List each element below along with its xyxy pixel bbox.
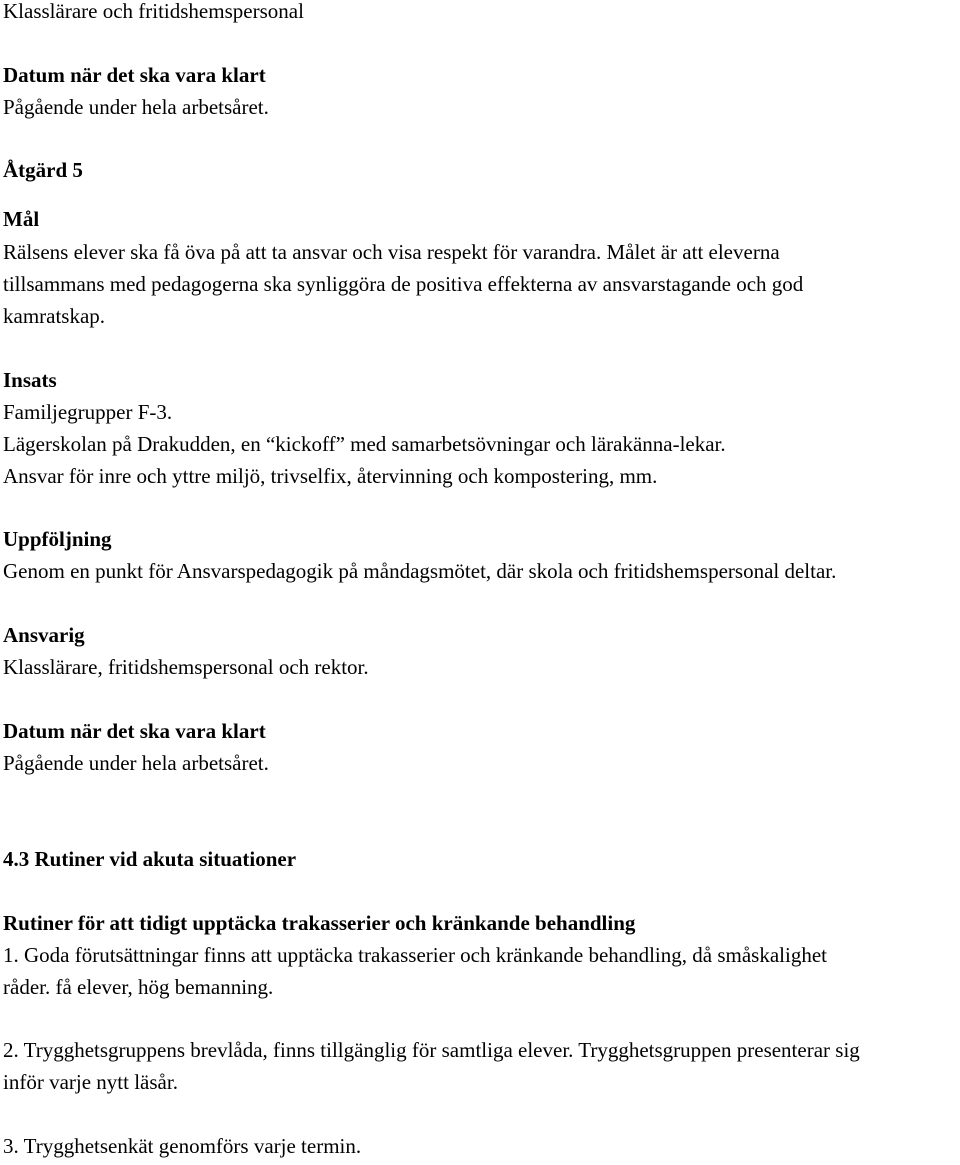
action-heading: Åtgärd 5 [3, 158, 83, 182]
deadline-heading: Datum när det ska vara klart [3, 719, 266, 743]
goal-text-line-1: Rälsens elever ska få öva på att ta ansvar och visa respekt för varandra. Målet är att eleverna [3, 240, 780, 264]
goal-text-line-3: kamratskap. [3, 304, 106, 328]
followup-heading: Uppföljning [3, 527, 112, 551]
routine-item-2-line-2: inför varje nytt läsår. [3, 1070, 178, 1094]
deadline-text-prev: Pågående under hela arbetsåret. [3, 95, 269, 119]
goal-heading: Mål [3, 207, 40, 231]
goal-text-line-2: tillsammans med pedagogerna ska synliggöra de positiva effekterna av ansvarstagande och god [3, 272, 804, 296]
effort-heading: Insats [3, 368, 57, 392]
followup-text: Genom en punkt för Ansvarspedagogik på måndagsmötet, där skola och fritidshemspersonal deltar. [3, 559, 837, 583]
routines-heading: Rutiner för att tidigt upptäcka trakasserier och kränkande behandling [3, 911, 636, 935]
effort-item-2: Lägerskolan på Drakudden, en “kickoff” med samarbetsövningar och lärakänna-lekar. [3, 432, 726, 456]
routine-item-1-line-2: råder. få elever, hög bemanning. [3, 975, 274, 999]
responsible-heading: Ansvarig [3, 623, 85, 647]
routine-item-3: 3. Trygghetsenkät genomförs varje termin. [3, 1134, 362, 1158]
responsible-text: Klasslärare, fritidshemspersonal och rektor. [3, 655, 369, 679]
effort-item-3: Ansvar för inre och yttre miljö, trivselfix, återvinning och kompostering, mm. [3, 464, 658, 488]
section-title: 4.3 Rutiner vid akuta situationer [3, 847, 297, 871]
effort-item-1: Familjegrupper F-3. [3, 400, 173, 424]
deadline-text: Pågående under hela arbetsåret. [3, 751, 269, 775]
responsible-text-prev: Klasslärare och fritidshemspersonal [3, 0, 304, 23]
deadline-heading-prev: Datum när det ska vara klart [3, 63, 266, 87]
routine-item-1-line-1: 1. Goda förutsättningar finns att upptäcka trakasserier och kränkande behandling, då småskalighet [3, 943, 827, 967]
routine-item-2-line-1: 2. Trygghetsgruppens brevlåda, finns tillgänglig för samtliga elever. Trygghetsgruppen presenterar sig [3, 1038, 860, 1062]
